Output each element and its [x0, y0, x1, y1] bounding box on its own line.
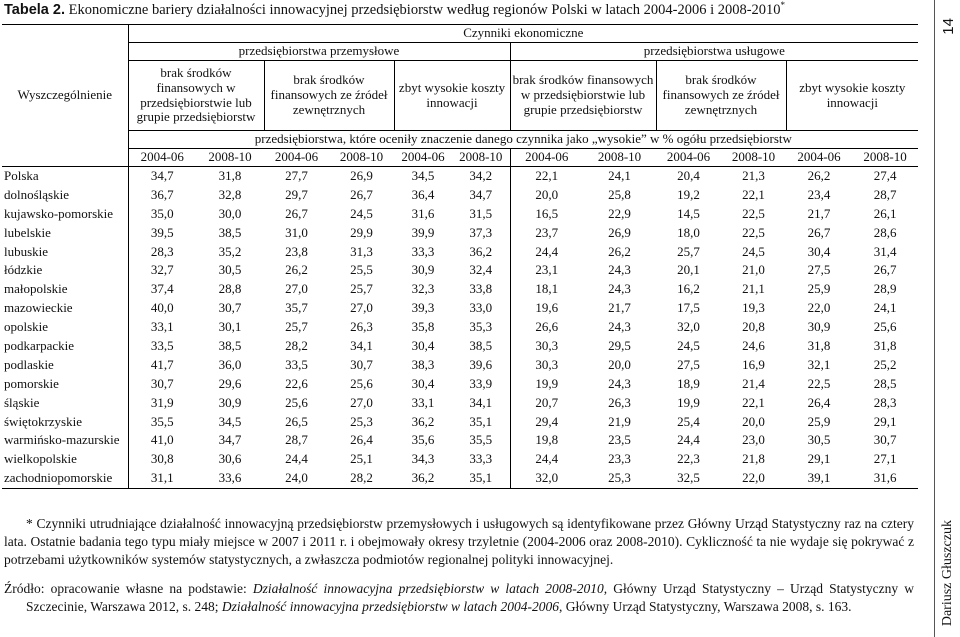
source-publisher: , Główny Urząd Statystyczny, Warszawa 2008, s. 163. [558, 599, 852, 614]
value-cell: 23,8 [285, 243, 308, 259]
value-cell: 31,3 [350, 243, 373, 259]
value-cell: 24,5 [742, 243, 765, 259]
value-cell: 30,4 [411, 375, 435, 391]
region-label: dolnośląskie [2, 186, 128, 205]
region-label: lubuskie [2, 243, 128, 262]
value-cell: 30,1 [218, 319, 242, 335]
value-cell: 31,8 [218, 167, 242, 183]
value-cell: 19,6 [535, 300, 559, 316]
value-cell: 20,4 [677, 167, 700, 183]
title-footnote-marker: * [780, 0, 786, 10]
value-cell: 23,7 [535, 224, 559, 240]
table-row [2, 469, 918, 488]
value-cell: 21,9 [608, 413, 631, 429]
value-cell: 37,4 [150, 281, 174, 297]
region-label: podlaskie [2, 356, 128, 375]
value-cell: 14,5 [677, 205, 700, 221]
value-cell: 30,6 [218, 451, 242, 467]
value-cell: 34,1 [350, 337, 373, 353]
rowlabel-header: Wyszczególnienie [2, 25, 128, 167]
value-cell: 24,4 [535, 243, 559, 259]
value-cell: 22,3 [677, 451, 700, 467]
value-cell: 39,1 [786, 469, 852, 488]
value-cell: 26,2 [807, 167, 831, 183]
value-cell: 22,1 [742, 186, 765, 202]
value-cell: 39,6 [452, 356, 510, 375]
value-cell: 30,0 [218, 205, 242, 221]
region-label: warmińsko-mazurskie [2, 431, 128, 450]
period-header: 2008-10 [721, 149, 786, 167]
table-row [2, 318, 918, 337]
value-cell: 28,3 [150, 243, 174, 259]
value-cell: 22,6 [285, 375, 308, 391]
value-cell: 33,1 [150, 319, 174, 335]
value-cell: 24,1 [608, 167, 631, 183]
value-cell: 21,7 [608, 300, 631, 316]
value-cell: 16,5 [535, 205, 559, 221]
value-cell: 33,5 [150, 337, 174, 353]
value-cell: 23,3 [608, 451, 631, 467]
value-cell: 31,6 [411, 205, 435, 221]
period-header: 2004-06 [510, 149, 583, 167]
value-cell: 17,5 [677, 300, 700, 316]
value-cell: 20,0 [535, 186, 559, 202]
table-row [2, 337, 918, 356]
table-row [2, 224, 918, 243]
value-cell: 25,6 [350, 375, 373, 391]
value-cell: 26,9 [608, 224, 631, 240]
value-cell: 27,5 [677, 356, 700, 372]
value-cell: 24,3 [608, 319, 631, 335]
value-cell: 30,7 [150, 375, 174, 391]
factor-header: brak środków finansowych ze źródeł zewnętrznych [656, 61, 786, 131]
value-cell: 25,7 [677, 243, 700, 259]
value-cell: 29,4 [535, 413, 559, 429]
period-header: 2004-06 [128, 149, 196, 167]
value-cell: 27,1 [873, 451, 897, 467]
value-cell: 33,3 [411, 243, 435, 259]
value-cell: 25,7 [285, 319, 308, 335]
value-cell: 30,4 [411, 337, 435, 353]
source-note [4, 580, 914, 616]
value-cell: 27,4 [873, 167, 897, 183]
value-cell: 36,7 [150, 186, 174, 202]
data-table [2, 24, 918, 489]
value-cell: 24,4 [677, 432, 700, 448]
value-cell: 30,9 [218, 394, 242, 410]
factor-header: brak środków finansowych ze źródeł zewnętrznych [264, 61, 394, 131]
value-cell: 26,7 [350, 186, 373, 202]
value-cell: 19,2 [677, 186, 700, 202]
region-label: pomorskie [2, 375, 128, 394]
value-cell: 35,1 [452, 413, 510, 432]
value-cell: 23,1 [535, 262, 559, 278]
value-cell: 33,1 [411, 394, 435, 410]
value-cell: 25,9 [807, 413, 831, 429]
subcaption: przedsiębiorstwa, które oceniły znaczenie danego czynnika jako „wysokie” w % ogółu przedsiębiorstw [128, 131, 918, 149]
value-cell: 22,0 [721, 469, 786, 488]
value-cell: 28,8 [218, 281, 242, 297]
value-cell: 30,7 [218, 300, 242, 316]
value-cell: 34,1 [452, 394, 510, 413]
value-cell: 34,7 [150, 167, 174, 183]
period-header: 2004-06 [394, 149, 452, 167]
value-cell: 21,7 [807, 205, 831, 221]
value-cell: 30,7 [873, 432, 897, 448]
value-cell: 31,6 [852, 469, 918, 488]
region-label: śląskie [2, 394, 128, 413]
factor-header: zbyt wysokie koszty innowacji [786, 61, 918, 131]
value-cell: 37,3 [452, 224, 510, 243]
value-cell: 22,9 [608, 205, 631, 221]
table-row [2, 205, 918, 224]
value-cell: 33,0 [452, 299, 510, 318]
value-cell: 30,7 [350, 356, 373, 372]
value-cell: 27,0 [350, 394, 373, 410]
value-cell: 25,8 [608, 186, 631, 202]
value-cell: 20,7 [535, 394, 559, 410]
value-cell: 38,5 [218, 224, 242, 240]
value-cell: 40,0 [150, 300, 174, 316]
value-cell: 39,3 [411, 300, 435, 316]
value-cell: 35,3 [452, 318, 510, 337]
value-cell: 35,5 [150, 413, 174, 429]
table-row [2, 394, 918, 413]
value-cell: 24,3 [608, 375, 631, 391]
table-row [2, 167, 918, 186]
value-cell: 22,5 [742, 205, 765, 221]
period-header: 2008-10 [852, 149, 918, 167]
value-cell: 25,6 [873, 319, 897, 335]
value-cell: 31,5 [452, 205, 510, 224]
region-label: świętokrzyskie [2, 413, 128, 432]
region-label: łódzkie [2, 261, 128, 280]
value-cell: 34,3 [411, 451, 435, 467]
value-cell: 33,6 [196, 469, 264, 488]
value-cell: 22,5 [742, 224, 765, 240]
value-cell: 32,8 [218, 186, 242, 202]
value-cell: 21,1 [742, 281, 765, 297]
value-cell: 22,1 [535, 167, 559, 183]
source-work-title: Działalność innowacyjna przedsiębiorstw w latach 2004-2006 [221, 599, 559, 614]
value-cell: 35,0 [150, 205, 174, 221]
value-cell: 20,1 [677, 262, 700, 278]
value-cell: 28,7 [285, 432, 308, 448]
value-cell: 30,4 [807, 243, 831, 259]
value-cell: 39,5 [150, 224, 174, 240]
value-cell: 26,6 [535, 319, 559, 335]
period-header: 2008-10 [583, 149, 656, 167]
value-cell: 30,8 [150, 451, 174, 467]
value-cell: 20,0 [608, 356, 631, 372]
value-cell: 36,4 [411, 186, 435, 202]
value-cell: 31,1 [128, 469, 196, 488]
value-cell: 19,9 [535, 375, 559, 391]
value-cell: 38,3 [411, 356, 435, 372]
value-cell: 24,4 [535, 451, 559, 467]
sector-industry-header: przedsiębiorstwa przemysłowe [128, 43, 510, 61]
value-cell: 35,6 [411, 432, 435, 448]
table-row [2, 431, 918, 450]
value-cell: 25,4 [677, 413, 700, 429]
value-cell: 32,3 [411, 281, 435, 297]
value-cell: 26,2 [285, 262, 308, 278]
table-number: Tabela 2. [4, 1, 65, 18]
value-cell: 26,4 [807, 394, 831, 410]
value-cell: 36,0 [218, 356, 242, 372]
footnote: * Czynniki utrudniające działalność innowacyjną przedsiębiorstw przemysłowych i usługowych są identyfikowane przez Główny Urząd Statystyczny raz na cztery lata. Ostatnie badania tego typu miały miejsce w 2007 i 2011 r. i obejmowały okresy trzyletnie (2004-2006 oraz 2008-2010). Cykliczność ta nie wydaje się pokrywać z potrzebami użytkowników systemów statystycznych, a zwłaszcza podmiotów regionalnej polityki innowacyjnej. [4, 516, 914, 567]
value-cell: 31,8 [807, 337, 831, 353]
value-cell: 36,2 [452, 243, 510, 262]
value-cell: 21,3 [742, 167, 765, 183]
value-cell: 24,6 [742, 337, 765, 353]
table-row [2, 299, 918, 318]
value-cell: 16,2 [677, 281, 700, 297]
table-title-text: Ekonomiczne bariery działalności innowacyjnej przedsiębiorstw według regionów Polski w latach 2004-2006 i 2008-2010 [64, 1, 781, 18]
value-cell: 29,5 [608, 337, 631, 353]
region-label: podkarpackie [2, 337, 128, 356]
value-cell: 21,0 [742, 262, 765, 278]
value-cell: 28,2 [285, 337, 308, 353]
table-row [2, 280, 918, 299]
value-cell: 25,9 [807, 281, 831, 297]
value-cell: 24,5 [350, 205, 373, 221]
region-label: lubelskie [2, 224, 128, 243]
value-cell: 26,7 [873, 262, 897, 278]
table-row [2, 261, 918, 280]
value-cell: 27,0 [350, 300, 373, 316]
source-publisher: , Główny Urząd Statystyczny – Urząd Statystyczny w Szczecinie, Warszawa 2012, s. 248; [26, 581, 914, 614]
region-label: Polska [2, 167, 128, 186]
value-cell: 31,9 [150, 394, 174, 410]
value-cell: 29,1 [873, 413, 897, 429]
table-row [2, 413, 918, 432]
value-cell: 25,1 [350, 451, 373, 467]
period-header: 2004-06 [786, 149, 852, 167]
value-cell: 29,9 [350, 224, 373, 240]
value-cell: 22,0 [807, 300, 831, 316]
value-cell: 35,2 [218, 243, 242, 259]
table-title [4, 0, 785, 19]
value-cell: 26,5 [285, 413, 308, 429]
value-cell: 25,3 [350, 413, 373, 429]
factor-header: brak środków finansowych w przedsiębiorstwie lub grupie przedsiębiorstw [128, 61, 264, 131]
source-lead: Źródło: opracowanie własne na podstawie: [4, 581, 253, 596]
value-cell: 29,6 [218, 375, 242, 391]
page-number: 14 [940, 18, 957, 35]
value-cell: 24,4 [285, 451, 308, 467]
value-cell: 19,3 [742, 300, 765, 316]
group-header: Czynniki ekonomiczne [128, 25, 918, 43]
author-name: Dariusz Głuszczuk [940, 520, 955, 627]
value-cell: 30,9 [807, 319, 831, 335]
value-cell: 33,9 [452, 375, 510, 394]
value-cell: 28,7 [873, 186, 897, 202]
value-cell: 38,5 [452, 337, 510, 356]
value-cell: 34,2 [452, 167, 510, 186]
region-label: zachodniopomorskie [2, 469, 128, 488]
value-cell: 32,4 [452, 261, 510, 280]
value-cell: 23,5 [608, 432, 631, 448]
table-row [2, 186, 918, 205]
value-cell: 26,7 [807, 224, 831, 240]
value-cell: 30,5 [807, 432, 831, 448]
value-cell: 28,9 [873, 281, 897, 297]
region-label: wielkopolskie [2, 450, 128, 469]
value-cell: 33,3 [452, 450, 510, 469]
period-header: 2004-06 [264, 149, 329, 167]
value-cell: 23,4 [807, 186, 831, 202]
value-cell: 31,4 [873, 243, 897, 259]
table-row [2, 450, 918, 469]
value-cell: 24,3 [608, 281, 631, 297]
value-cell: 21,4 [742, 375, 765, 391]
value-cell: 29,1 [807, 451, 831, 467]
factor-header: brak środków finansowych w przedsiębiorstwie lub grupie przedsiębiorstw [510, 61, 656, 131]
value-cell: 21,8 [742, 451, 765, 467]
value-cell: 30,9 [411, 262, 435, 278]
value-cell: 26,3 [350, 319, 373, 335]
period-header: 2008-10 [452, 149, 510, 167]
value-cell: 28,2 [329, 469, 394, 488]
value-cell: 19,8 [535, 432, 559, 448]
region-label: mazowieckie [2, 299, 128, 318]
value-cell: 32,0 [510, 469, 583, 488]
value-cell: 25,3 [583, 469, 656, 488]
value-cell: 34,7 [452, 186, 510, 205]
value-cell: 19,9 [677, 394, 700, 410]
period-header: 2008-10 [196, 149, 264, 167]
value-cell: 18,9 [677, 375, 700, 391]
value-cell: 35,5 [452, 431, 510, 450]
value-cell: 25,6 [285, 394, 308, 410]
value-cell: 34,7 [218, 432, 242, 448]
value-cell: 25,2 [873, 356, 897, 372]
value-cell: 30,3 [535, 356, 559, 372]
region-label: kujawsko-pomorskie [2, 205, 128, 224]
value-cell: 41,7 [150, 356, 174, 372]
factor-header: zbyt wysokie koszty innowacji [394, 61, 510, 131]
table-row [2, 243, 918, 262]
value-cell: 22,1 [742, 394, 765, 410]
value-cell: 26,4 [350, 432, 373, 448]
value-cell: 35,1 [452, 469, 510, 488]
table-row [2, 375, 918, 394]
region-label: opolskie [2, 318, 128, 337]
value-cell: 20,0 [742, 413, 765, 429]
value-cell: 28,6 [873, 224, 897, 240]
value-cell: 30,3 [535, 337, 559, 353]
value-cell: 32,1 [807, 356, 831, 372]
value-cell: 26,9 [350, 167, 373, 183]
region-label: małopolskie [2, 280, 128, 299]
value-cell: 36,2 [411, 413, 435, 429]
period-header: 2004-06 [656, 149, 721, 167]
value-cell: 28,3 [873, 394, 897, 410]
value-cell: 18,1 [535, 281, 559, 297]
value-cell: 29,7 [285, 186, 308, 202]
sector-services-header: przedsiębiorstwa usługowe [510, 43, 918, 61]
value-cell: 30,5 [218, 262, 242, 278]
value-cell: 24,0 [264, 469, 329, 488]
table-row [2, 356, 918, 375]
value-cell: 26,3 [608, 394, 631, 410]
value-cell: 35,8 [411, 319, 435, 335]
value-cell: 26,1 [873, 205, 897, 221]
value-cell: 32,5 [656, 469, 721, 488]
page-margin-bar [928, 0, 960, 637]
value-cell: 33,8 [452, 280, 510, 299]
value-cell: 31,0 [285, 224, 308, 240]
value-cell: 31,8 [873, 337, 897, 353]
value-cell: 27,7 [285, 167, 308, 183]
value-cell: 18,0 [677, 224, 700, 240]
value-cell: 26,2 [608, 243, 631, 259]
source-work-title: Działalność innowacyjna przedsiębiorstw w latach 2008-2010 [252, 581, 604, 596]
value-cell: 41,0 [150, 432, 174, 448]
value-cell: 16,9 [742, 356, 765, 372]
value-cell: 24,3 [608, 262, 631, 278]
value-cell: 24,1 [873, 300, 897, 316]
value-cell: 28,5 [873, 375, 897, 391]
value-cell: 32,7 [150, 262, 174, 278]
value-cell: 26,7 [285, 205, 308, 221]
value-cell: 22,5 [807, 375, 831, 391]
value-cell: 25,7 [350, 281, 373, 297]
value-cell: 25,5 [350, 262, 373, 278]
period-header: 2008-10 [329, 149, 394, 167]
value-cell: 23,0 [742, 432, 765, 448]
value-cell: 38,5 [218, 337, 242, 353]
value-cell: 35,7 [285, 300, 308, 316]
value-cell: 24,5 [677, 337, 700, 353]
vertical-rule [934, 0, 935, 637]
value-cell: 39,9 [411, 224, 435, 240]
value-cell: 36,2 [394, 469, 452, 488]
value-cell: 34,5 [411, 167, 435, 183]
value-cell: 34,5 [218, 413, 242, 429]
value-cell: 20,8 [742, 319, 765, 335]
value-cell: 27,0 [285, 281, 308, 297]
value-cell: 33,5 [285, 356, 308, 372]
value-cell: 27,5 [807, 262, 831, 278]
value-cell: 32,0 [677, 319, 700, 335]
